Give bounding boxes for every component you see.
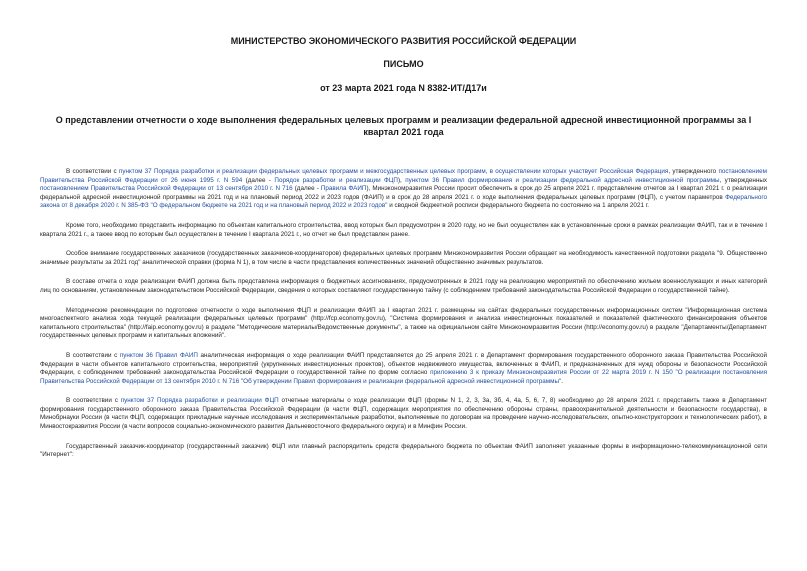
- paragraph-text: В соответствии с: [66, 351, 120, 359]
- paragraph-6: [40, 352, 767, 386]
- document-link[interactable]: приложению 3 к приказу Минэкономразвития России от 22 марта 2019 г. N 150 "О реализации постановления Правительства Российской Федерации от 13 сентября 2010 г. N 716 "Об утверждении Правил формирования и реализации федеральной адресной инвестиционной программы": [40, 369, 767, 385]
- paragraph-text: Кроме того, необходимо представить информацию по объектам капитального строительства, ввод которых был предусмотрен в 2020 году, но не был осуществлен как в установленные сроки в рамках реализации ФАИП, так и в течение I квартала 2021 г., а также ввод по которым был осуществлен в течение I квартала 2021 г., но отчет не был представлен ранее.: [40, 221, 767, 238]
- document-link[interactable]: Порядок разработки и реализации ФЦП: [274, 176, 398, 184]
- paragraph-2: [40, 222, 767, 239]
- paragraph-text: Особое внимание государственных заказчиков (государственных заказчиков-координаторов) федеральных целевых программ Минэкономразвития России обращает на необходимость качественной подготовки раздела "9. Общественно значимые результаты за 2021 год" аналитической справки (форма N 1), в том числе в части представления количественных значений общественно значимых результатов.: [40, 250, 767, 266]
- paragraph-text: ),: [397, 176, 406, 184]
- document-link[interactable]: постановлением Правительства Российской Федерации от 13 сентября 2010 г. N 716: [40, 185, 293, 193]
- document-title: О представлении отчетности о ходе выполнения федеральных целевых программ и реализации федеральной адресной инвестиционной программы за I квартал 2021 года: [55, 115, 752, 137]
- paragraph-text: ), Минэкономразвития России просит обеспечить в срок до 25 апреля 2021 г. представление отчетов за I квартал 2021 г. о реализации федеральной адресной инвестиционной программы на 2021 год и на плановый период 2022 и 2023 годов (ФАИП) и в срок до 28 апреля 2021 г. о ходе выполнения федеральных целевых программ (ФЦП), с учетом параметров: [40, 185, 768, 201]
- paragraph-5: [40, 307, 767, 341]
- document-link[interactable]: пунктом 36 Правил формирования и реализации федеральной адресной инвестиционной программы: [405, 176, 720, 184]
- paragraph-text: и сводной бюджетной росписи федерального бюджета по состоянию на 1 апреля 2021 г.: [387, 202, 649, 210]
- paragraph-text: аналитическая информация о ходе реализации ФАИП представляется до 25 апреля 2021 г. в Департамент формирования государственного оборонного заказа Правительства Российской Федерации в части объектов капитального строительства, мероприятий (укрупненных инвестиционных проектов), объектов недвижимого имущества, включенных в ФАИП, и предназначенных для нужд обороны и безопасности Российской Федерации, с соблюдением требований законодательства Российской Федерации о государственной тайне по форме согласно: [40, 351, 768, 377]
- document-link[interactable]: пунктом 37 Порядка разработки и реализации федеральных целевых программ и межгосударственных целевых программ, в осуществлении которых участвует Российская Федерация: [118, 168, 669, 175]
- paragraph-text: В соответствии с: [66, 397, 121, 405]
- document-link[interactable]: пунктом 36 Правил ФАИП: [119, 351, 198, 359]
- paragraph-text: .: [561, 377, 563, 385]
- paragraph-text: (далее -: [242, 176, 275, 184]
- document-type: ПИСЬМО: [383, 59, 424, 69]
- document-link[interactable]: пунктом 37 Порядка разработки и реализации ФЦП: [120, 397, 279, 405]
- paragraph-8: [40, 443, 767, 460]
- paragraph-text: В соответствии с: [66, 168, 119, 175]
- document-link[interactable]: постановлением Правительства Российской Федерации от 26 июня 1995 г. N 594: [40, 168, 767, 184]
- document-body: [40, 168, 767, 460]
- ministry-heading: МИНИСТЕРСТВО ЭКОНОМИЧЕСКОГО РАЗВИТИЯ РОССИЙСКОЙ ФЕДЕРАЦИИ: [230, 36, 577, 46]
- paragraph-text: Методические рекомендации по подготовке отчетности о ходе выполнения ФЦП и реализации ФАИП за I квартал 2021 г. размещены на сайтах федеральных государственных информационных систем "Информационная система многоаспектного анализа хода текущей реализации федеральных целевых программ" (http://fcp.economy.gov.ru), "Система формирования и анализа инвестиционных показателей и показателей фактического финансирования объектов капитального строительства" (http://faip.economy.gov.ru) в разделе "Методические материалы/Ведомственные документы", а также на официальном сайте Минэкономразвития России (http://economy.gov.ru) в разделе "Департаменты/Департамент государственных целевых программ и капитальных вложений".: [40, 306, 767, 340]
- paragraph-text: , утвержденных: [719, 176, 768, 184]
- paragraph-text: , утвержденного: [668, 168, 719, 175]
- document-date-number: от 23 марта 2021 года N 8382-ИТ/Д17и: [320, 83, 487, 93]
- paragraph-4: [40, 278, 767, 295]
- paragraph-text: В составе отчета о ходе реализации ФАИП должна быть представлена информация о бюджетных ассигнованиях, предусмотренных в 2021 году на реализацию мероприятий по обеспечению жильем военнослужащих и иных категорий лиц по основаниям, установленным законодательством Российской Федерации, сведения о которых составляют государственную тайну (с соблюдением требований законодательства Российской Федерации о государственной тайне).: [40, 278, 767, 294]
- paragraph-3: [40, 250, 767, 267]
- paragraph-1: [40, 168, 767, 211]
- paragraph-text: (далее -: [292, 185, 321, 193]
- paragraph-7: [40, 397, 767, 431]
- document-link[interactable]: Правила ФАИП: [320, 185, 367, 193]
- document-link[interactable]: Федерального закона от 8 декабря 2020 г. N 385-ФЗ "О федеральном бюджете на 2021 год и на плановый период 2022 и 2023 годов": [40, 193, 767, 210]
- paragraph-text: отчетные материалы о ходе реализации ФЦП (формы N 1, 2, 3, 3а, 3б, 4, 4а, 5, 6, 7, 8) необходимо до 28 апреля 2021 г. представить также в Департамент формирования государственного оборонного заказа Правительства Российской Федерации (в части ФЦП, содержащих мероприятия по обеспечению обороны страны, правоохранительной деятельности и безопасности государства), в Минобрнауки России (в части ФЦП, содержащих прикладные научные исследования и экспериментальные разработки, выполняемые по договорам на проведение научно-исследовательских, опытно-конструкторских и технологических работ), в Минвостокразвития России (в части вопросов социально-экономического развития Дальневосточного федерального округа) и в Минфин России.: [40, 397, 767, 431]
- paragraph-text: Государственный заказчик-координатор (государственный заказчик) ФЦП или главный распорядитель средств федерального бюджета по объектам ФАИП заполняет указанные формы в информационно-телекоммуникационной сети "Интернет":: [40, 442, 767, 459]
